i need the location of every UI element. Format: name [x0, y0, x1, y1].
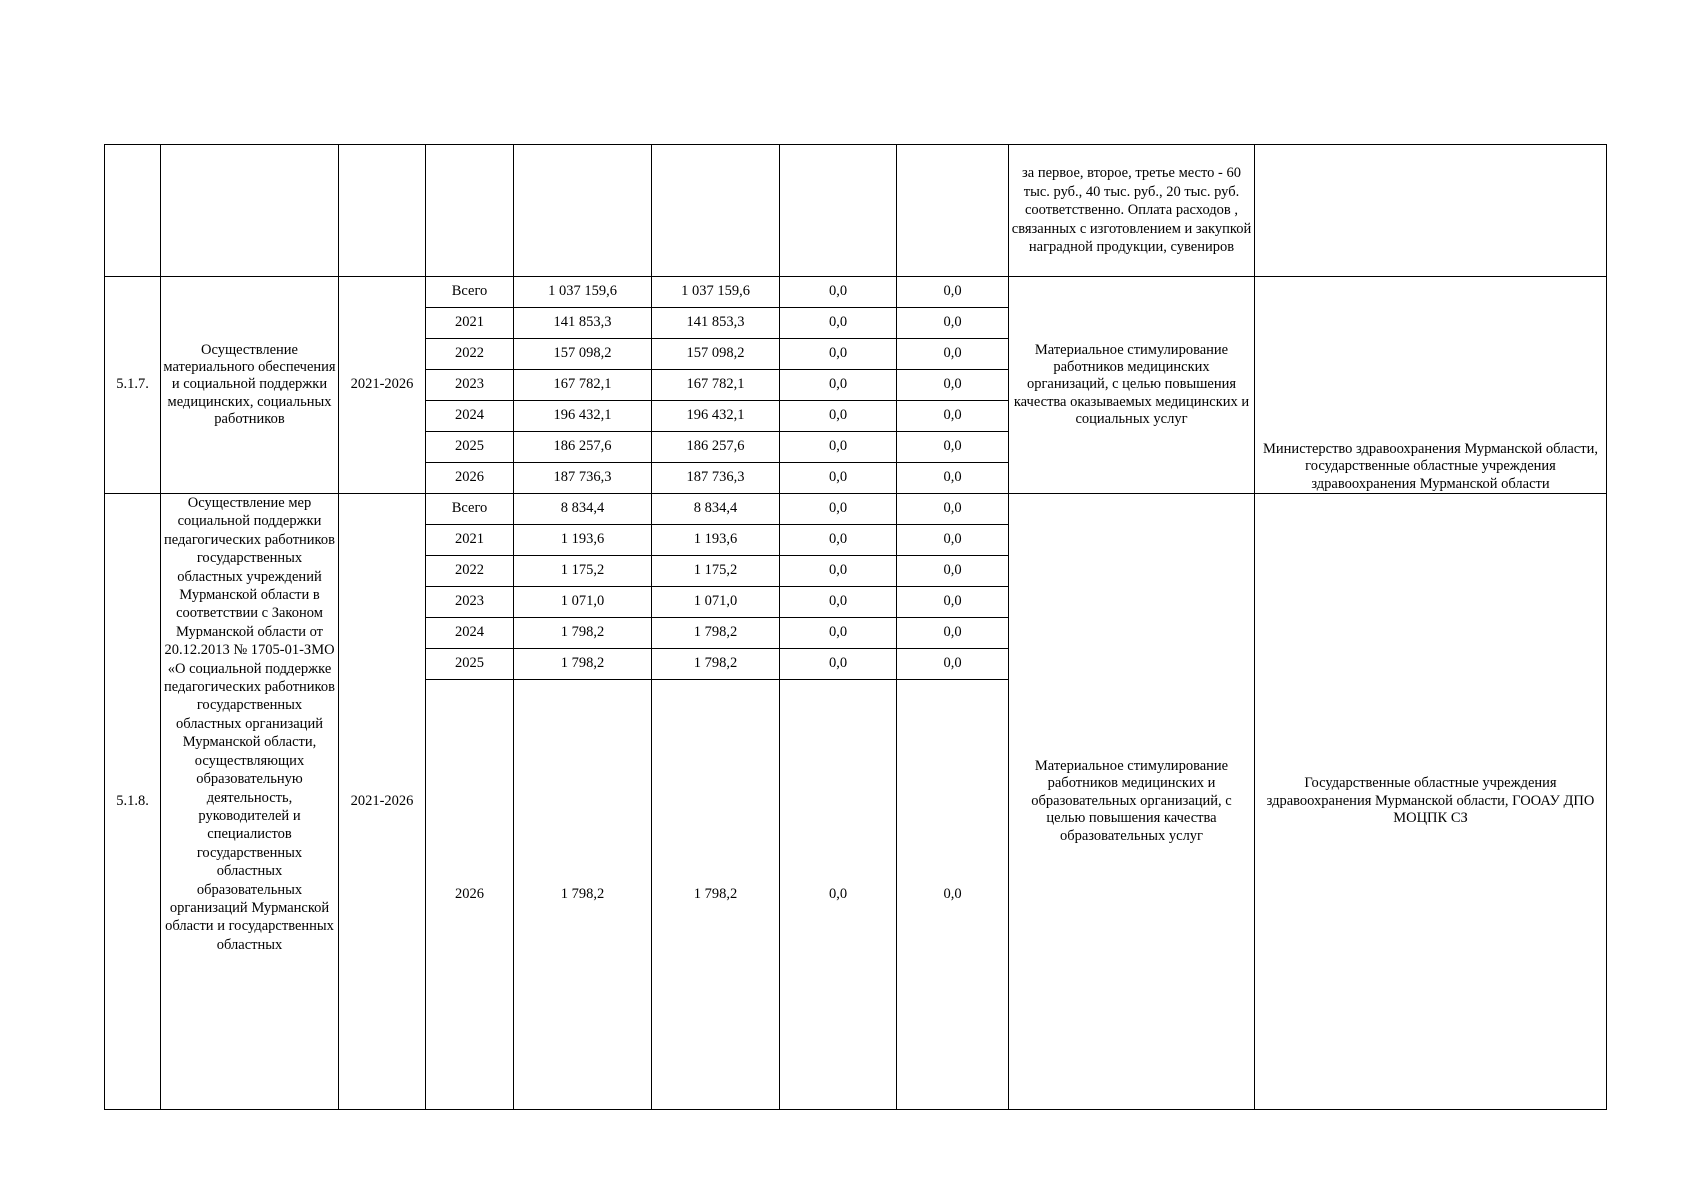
empty-cell	[426, 145, 514, 277]
year-cell: 2021	[426, 308, 514, 339]
other-sources-cell: 0,0	[897, 308, 1009, 339]
item-number-cell: 5.1.8.	[105, 494, 161, 1110]
federal-budget-cell: 0,0	[780, 308, 897, 339]
regional-budget-cell: 187 736,3	[652, 463, 780, 494]
federal-budget-cell: 0,0	[780, 339, 897, 370]
regional-budget-cell: 1 798,2	[652, 649, 780, 680]
federal-budget-cell: 0,0	[780, 525, 897, 556]
year-cell: 2023	[426, 370, 514, 401]
year-cell: 2021	[426, 525, 514, 556]
total-cell: 196 432,1	[514, 401, 652, 432]
other-sources-cell: 0,0	[897, 370, 1009, 401]
other-sources-cell: 0,0	[897, 649, 1009, 680]
regional-budget-cell: 157 098,2	[652, 339, 780, 370]
total-cell: 1 798,2	[514, 649, 652, 680]
empty-cell	[780, 145, 897, 277]
regional-budget-cell: 141 853,3	[652, 308, 780, 339]
empty-cell	[161, 145, 339, 277]
other-sources-cell: 0,0	[897, 525, 1009, 556]
empty-cell	[514, 145, 652, 277]
other-sources-cell: 0,0	[897, 432, 1009, 463]
federal-budget-cell: 0,0	[780, 277, 897, 308]
year-cell: Всего	[426, 277, 514, 308]
regional-budget-cell: 8 834,4	[652, 494, 780, 525]
year-cell: 2023	[426, 587, 514, 618]
year-cell: 2022	[426, 556, 514, 587]
year-cell: Всего	[426, 494, 514, 525]
year-cell: 2026	[426, 463, 514, 494]
other-sources-cell: 0,0	[897, 556, 1009, 587]
total-cell: 141 853,3	[514, 308, 652, 339]
item-name-cell: Осуществление материального обеспечения и социальной поддержки медицинских, социальных работников	[161, 277, 339, 494]
program-measures-table	[104, 144, 1607, 1110]
federal-budget-cell: 0,0	[780, 494, 897, 525]
other-sources-cell: 0,0	[897, 463, 1009, 494]
total-cell: 8 834,4	[514, 494, 652, 525]
year-cell: 2022	[426, 339, 514, 370]
goal-cell: Материальное стимулирование работников медицинских организаций, с целью повышения качества оказываемых медицинских и социальных услуг	[1009, 277, 1255, 494]
total-cell: 157 098,2	[514, 339, 652, 370]
table-row	[105, 494, 1607, 525]
regional-budget-cell: 186 257,6	[652, 432, 780, 463]
year-cell: 2024	[426, 618, 514, 649]
empty-cell	[897, 145, 1009, 277]
federal-budget-cell: 0,0	[780, 463, 897, 494]
federal-budget-cell: 0,0	[780, 401, 897, 432]
total-cell: 1 798,2	[514, 618, 652, 649]
year-cell: 2025	[426, 432, 514, 463]
year-cell: 2026	[426, 680, 514, 1110]
table-row	[105, 277, 1607, 308]
other-sources-cell: 0,0	[897, 339, 1009, 370]
federal-budget-cell: 0,0	[780, 587, 897, 618]
regional-budget-cell: 1 193,6	[652, 525, 780, 556]
federal-budget-cell: 0,0	[780, 370, 897, 401]
regional-budget-cell: 1 071,0	[652, 587, 780, 618]
federal-budget-cell: 0,0	[780, 649, 897, 680]
regional-budget-cell: 1 037 159,6	[652, 277, 780, 308]
total-cell: 186 257,6	[514, 432, 652, 463]
other-sources-cell: 0,0	[897, 680, 1009, 1110]
total-cell: 1 798,2	[514, 680, 652, 1110]
federal-budget-cell: 0,0	[780, 556, 897, 587]
total-cell: 1 193,6	[514, 525, 652, 556]
goal-cell: за первое, второе, третье место - 60 тыс. руб., 40 тыс. руб., 20 тыс. руб. соответственно. Оплата расходов , связанных с изготовлением и закупкой наградной продукции, сувениров	[1009, 145, 1255, 277]
total-cell: 1 071,0	[514, 587, 652, 618]
period-cell: 2021-2026	[339, 494, 426, 1110]
goal-cell: Материальное стимулирование работников медицинских и образовательных организаций, с целью повышения качества образовательных услуг	[1009, 494, 1255, 1110]
continuation-row	[105, 145, 1607, 277]
federal-budget-cell: 0,0	[780, 618, 897, 649]
empty-cell	[339, 145, 426, 277]
regional-budget-cell: 167 782,1	[652, 370, 780, 401]
year-cell: 2024	[426, 401, 514, 432]
executor-cell: Министерство здравоохранения Мурманской области, государственные областные учреждения здравоохранения Мурманской области	[1255, 277, 1607, 494]
period-cell: 2021-2026	[339, 277, 426, 494]
other-sources-cell: 0,0	[897, 401, 1009, 432]
empty-cell	[652, 145, 780, 277]
total-cell: 187 736,3	[514, 463, 652, 494]
empty-cell	[1255, 145, 1607, 277]
item-name-cell: Осуществление мер социальной поддержки педагогических работников государственных областных учреждений Мурманской области в соответствии с Законом Мурманской области от 20.12.2013 № 1705-01-ЗМО «О социальной поддержке педагогических работников государственных областных организаций Мурманской области, осуществляющих образовательную деятельность, руководителей и специалистов государственных областных образовательных организаций Мурманской области и государственных областных	[161, 494, 339, 1110]
executor-cell: Государственные областные учреждения здравоохранения Мурманской области, ГООАУ ДПО МОЦПК СЗ	[1255, 494, 1607, 1110]
regional-budget-cell: 196 432,1	[652, 401, 780, 432]
federal-budget-cell: 0,0	[780, 680, 897, 1110]
other-sources-cell: 0,0	[897, 277, 1009, 308]
total-cell: 167 782,1	[514, 370, 652, 401]
total-cell: 1 175,2	[514, 556, 652, 587]
other-sources-cell: 0,0	[897, 494, 1009, 525]
other-sources-cell: 0,0	[897, 587, 1009, 618]
other-sources-cell: 0,0	[897, 618, 1009, 649]
regional-budget-cell: 1 798,2	[652, 680, 780, 1110]
federal-budget-cell: 0,0	[780, 432, 897, 463]
item-number-cell: 5.1.7.	[105, 277, 161, 494]
year-cell: 2025	[426, 649, 514, 680]
empty-cell	[105, 145, 161, 277]
regional-budget-cell: 1 798,2	[652, 618, 780, 649]
regional-budget-cell: 1 175,2	[652, 556, 780, 587]
total-cell: 1 037 159,6	[514, 277, 652, 308]
